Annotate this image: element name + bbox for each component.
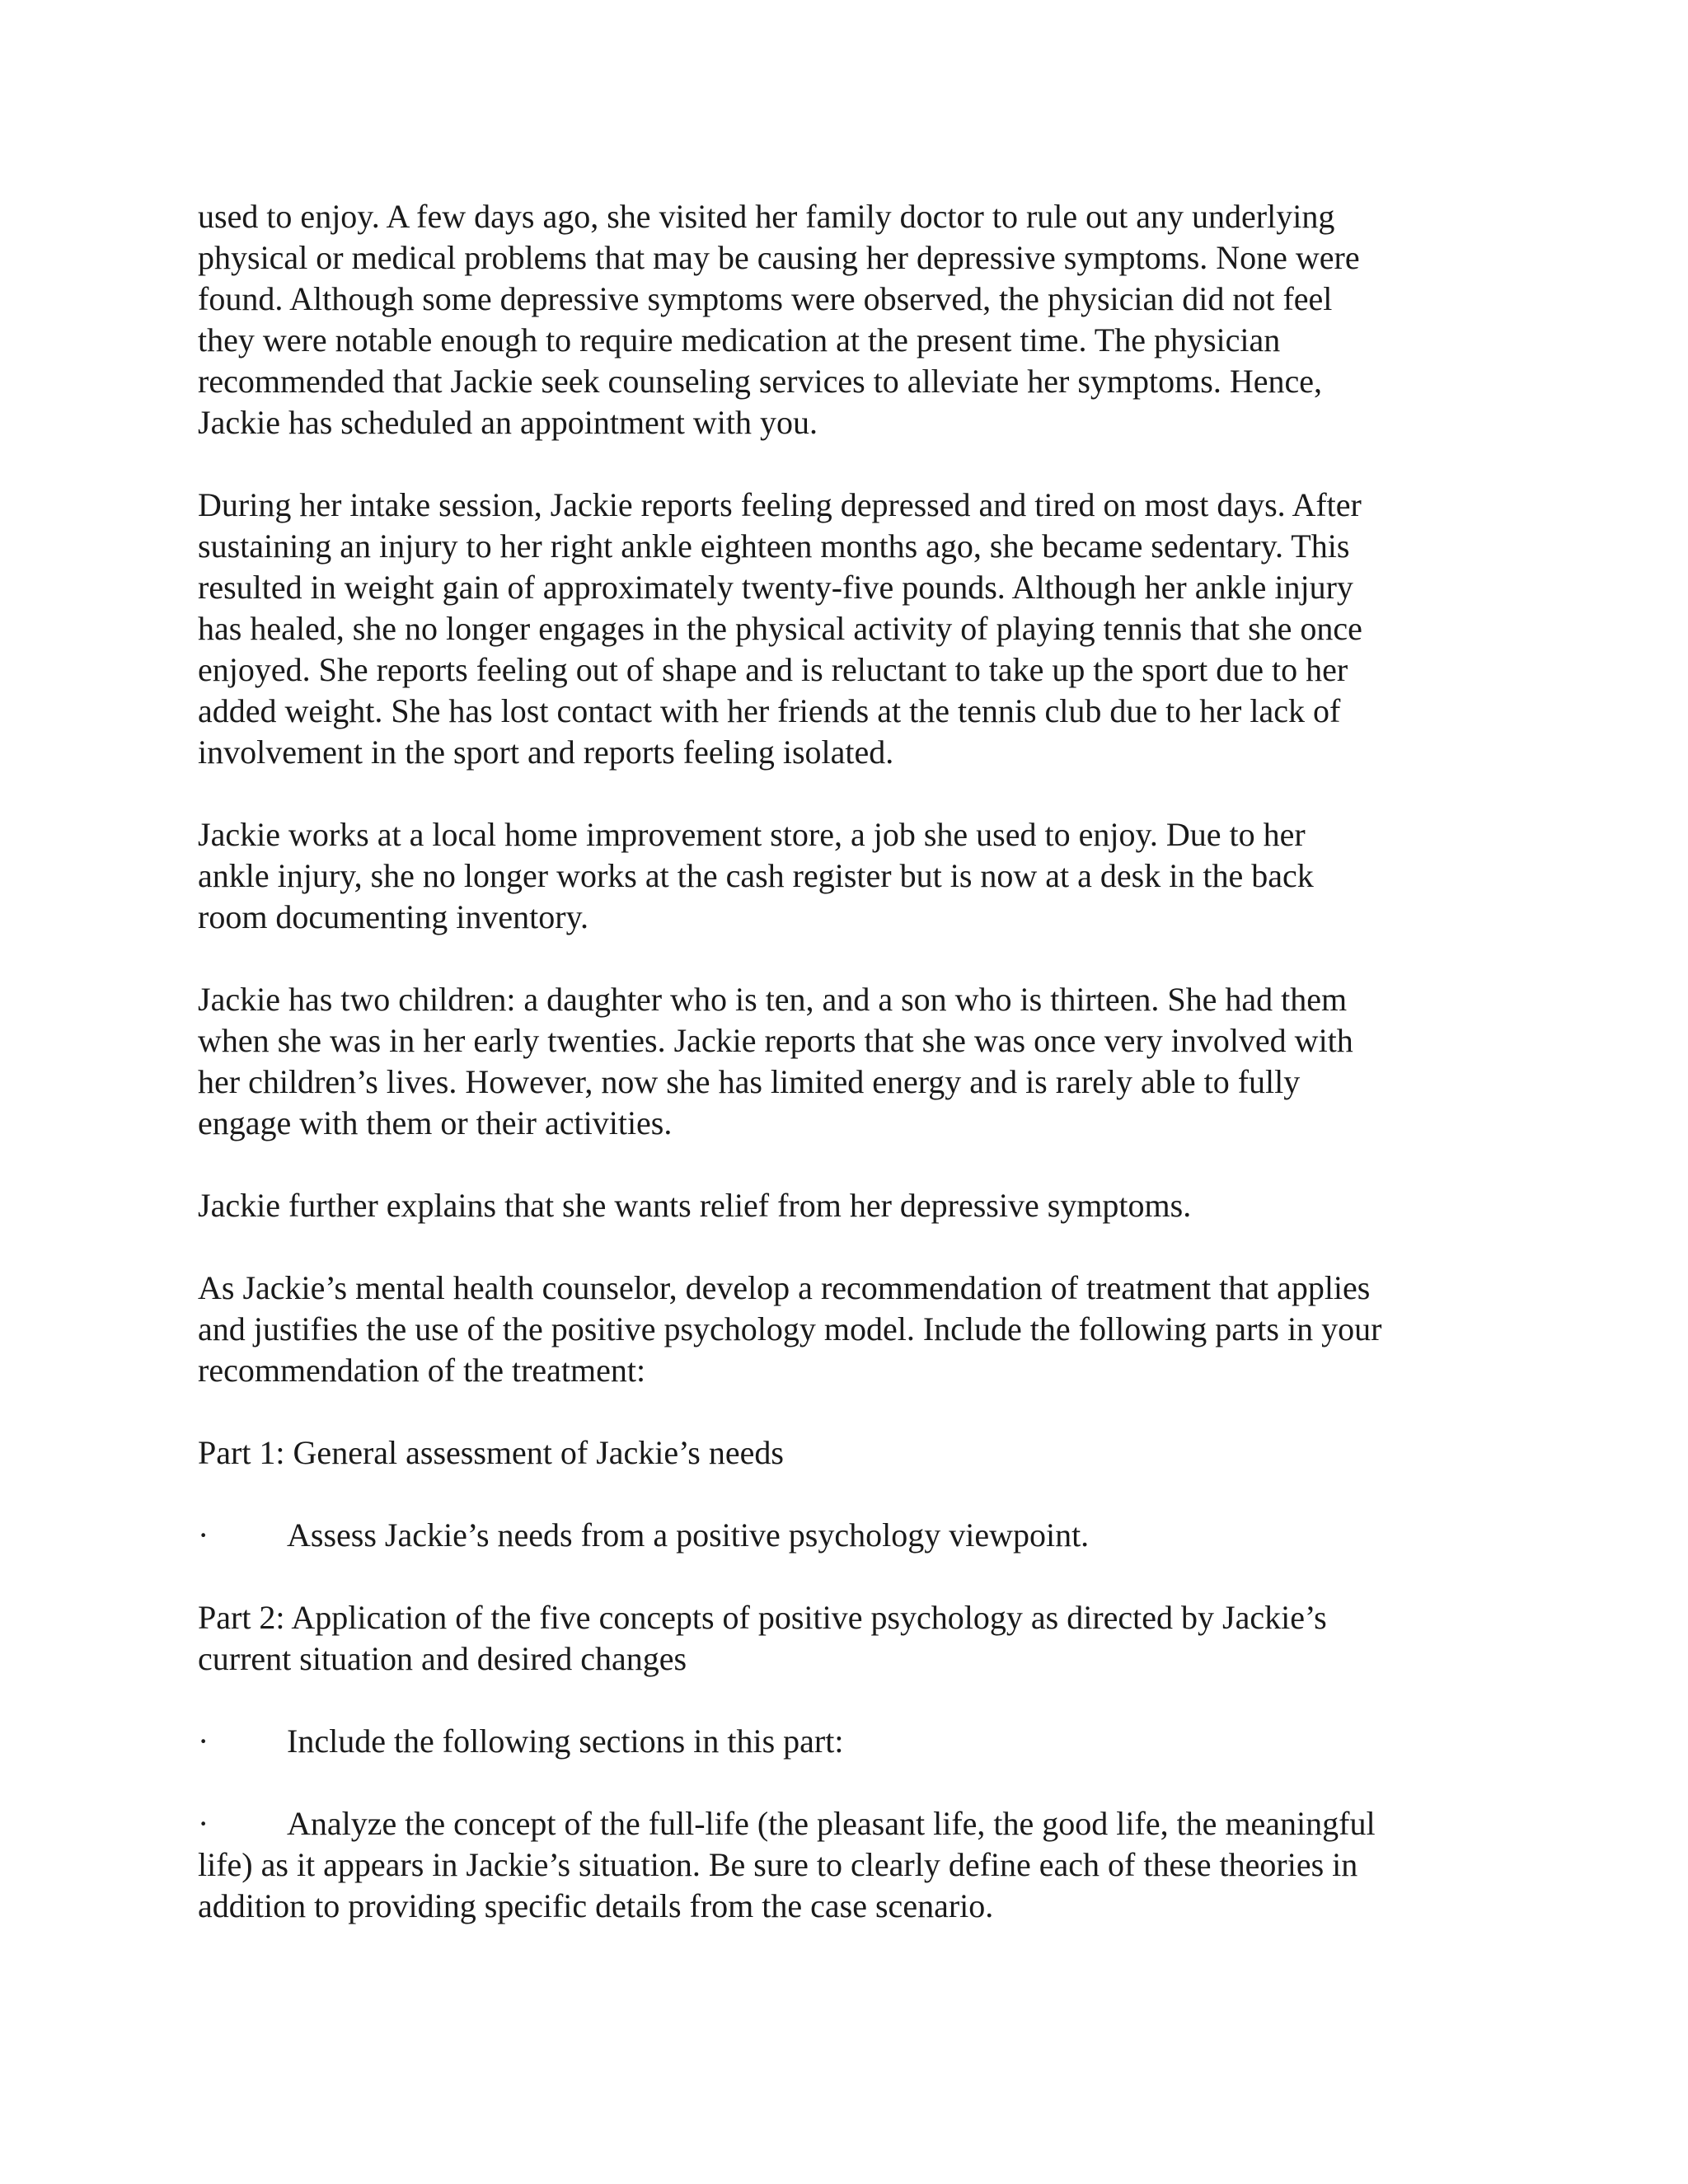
part2-bullet-full-life: [198, 1803, 1500, 1927]
bullet-marker: ·: [198, 1805, 209, 1842]
bullet-marker: ·: [198, 1722, 209, 1760]
paragraph-instructions: [198, 1268, 1500, 1391]
part2-bullet-sections: [198, 1721, 1500, 1762]
text-line: Jackie works at a local home improvement store, a job she used to enjoy. Due to her: [198, 816, 1306, 853]
text-line: As Jackie’s mental health counselor, develop a recommendation of treatment that applies: [198, 1269, 1371, 1306]
text-line: her children’s lives. However, now she has limited energy and is rarely able to fully: [198, 1063, 1301, 1100]
part2-heading: [198, 1597, 1500, 1680]
text-line: found. Although some depressive symptoms were observed, the physician did not feel: [198, 280, 1333, 317]
text-line: used to enjoy. A few days ago, she visited her family doctor to rule out any underlying: [198, 198, 1335, 235]
text-line: involvement in the sport and reports feeling isolated.: [198, 733, 894, 771]
text-line: current situation and desired changes: [198, 1640, 687, 1677]
bullet-text: Assess Jackie’s needs from a positive psychology viewpoint.: [287, 1516, 1090, 1554]
text-line: Part 2: Application of the five concepts of positive psychology as directed by Jackie’s: [198, 1599, 1327, 1636]
bullet-first-line: [198, 1803, 1500, 1844]
text-line: room documenting inventory.: [198, 898, 588, 935]
paragraph-children: [198, 979, 1500, 1144]
part1-bullet: [198, 1515, 1500, 1556]
bullet-text: Include the following sections in this part:: [287, 1722, 844, 1760]
text-line: ankle injury, she no longer works at the cash register but is now at a desk in the back: [198, 857, 1314, 894]
text-line: has healed, she no longer engages in the physical activity of playing tennis that she once: [198, 610, 1362, 647]
text-line: life) as it appears in Jackie’s situation. Be sure to clearly define each of these theories in: [198, 1846, 1358, 1883]
text-line: and justifies the use of the positive psychology model. Include the following parts in your: [198, 1310, 1382, 1347]
part1-heading: Part 1: General assessment of Jackie’s needs: [198, 1434, 784, 1471]
text-line: resulted in weight gain of approximately twenty-five pounds. Although her ankle injury: [198, 569, 1353, 606]
text-line: when she was in her early twenties. Jackie reports that she was once very involved with: [198, 1022, 1353, 1059]
text-line: recommendation of the treatment:: [198, 1352, 646, 1389]
text-line: addition to providing specific details from the case scenario.: [198, 1887, 994, 1924]
bullet-marker: ·: [198, 1516, 209, 1554]
bullet-text: Analyze the concept of the full-life (the pleasant life, the good life, the meaningful: [287, 1805, 1376, 1842]
text-line: sustaining an injury to her right ankle eighteen months ago, she became sedentary. This: [198, 527, 1350, 565]
text-line: recommended that Jackie seek counseling services to alleviate her symptoms. Hence,: [198, 363, 1322, 400]
text-line: they were notable enough to require medication at the present time. The physician: [198, 321, 1281, 359]
text-line: physical or medical problems that may be causing her depressive symptoms. None were: [198, 239, 1360, 276]
text-line: During her intake session, Jackie reports feeling depressed and tired on most days. After: [198, 486, 1362, 523]
text-line: engage with them or their activities.: [198, 1104, 673, 1141]
text-line: Jackie has two children: a daughter who is ten, and a son who is thirteen. She had them: [198, 981, 1348, 1018]
text-line: enjoyed. She reports feeling out of shape and is reluctant to take up the sport due to her: [198, 651, 1348, 688]
paragraph-work: [198, 814, 1500, 938]
text-line: added weight. She has lost contact with her friends at the tennis club due to her lack of: [198, 692, 1341, 729]
text-line: Jackie has scheduled an appointment with you.: [198, 404, 818, 441]
paragraph-doctor-visit: [198, 196, 1500, 443]
paragraph-relief: [198, 1185, 1500, 1226]
text-line: Jackie further explains that she wants relief from her depressive symptoms.: [198, 1187, 1192, 1224]
paragraph-intake-session: [198, 485, 1500, 773]
document-body: [198, 196, 1500, 1968]
